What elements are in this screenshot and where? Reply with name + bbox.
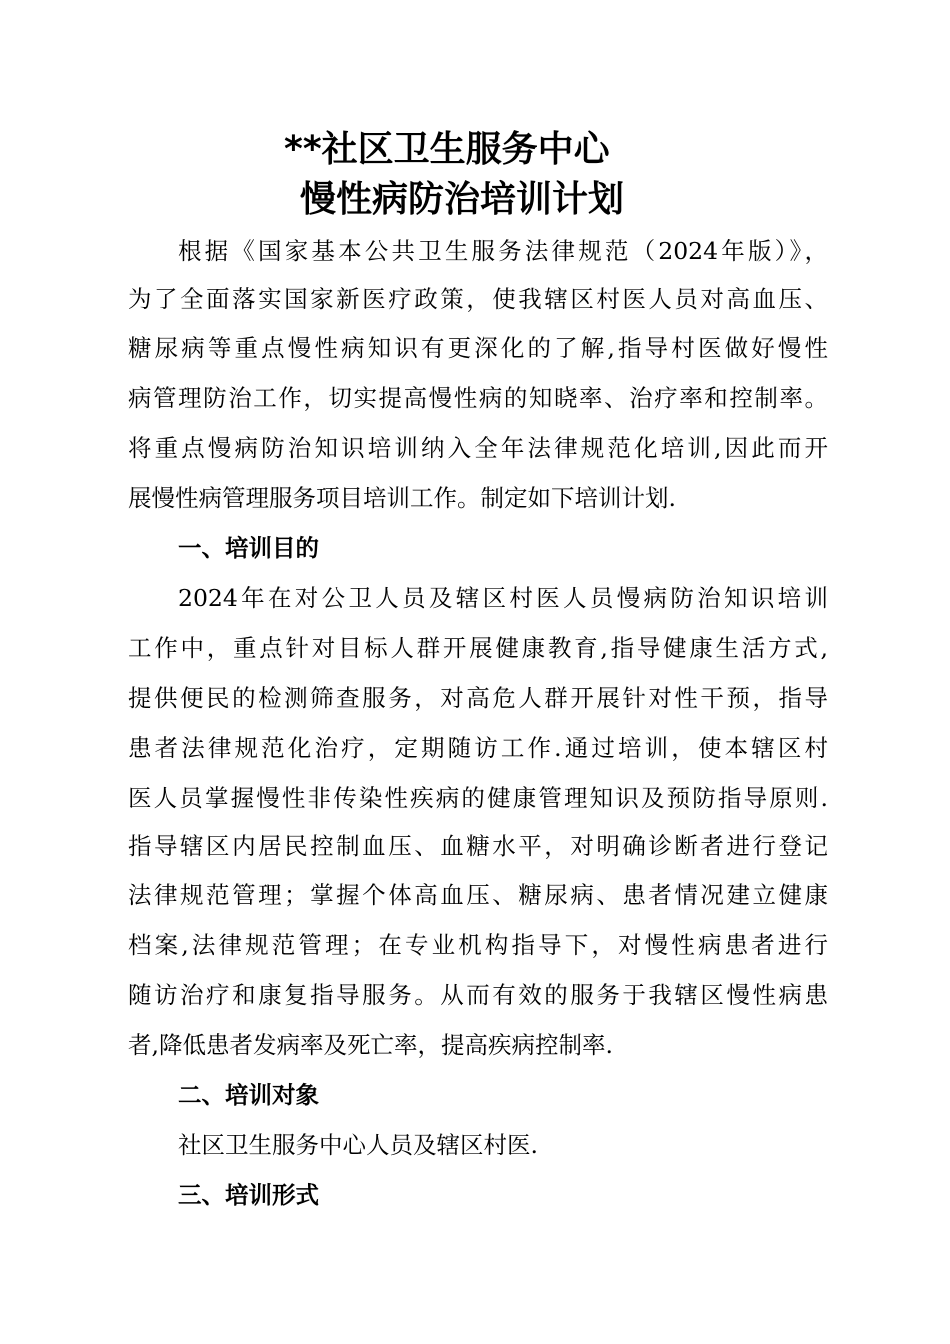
section1-line: 档案,法律规范管理；在专业机构指导下，对慢性病患者进行	[128, 931, 828, 959]
document-title-line1: **社区卫生服务中心	[284, 129, 610, 170]
section1-line: 工作中，重点针对目标人群开展健康教育,指导健康生活方式,	[128, 634, 828, 662]
intro-line: 将重点慢病防治知识培训纳入全年法律规范化培训,因此而开	[128, 434, 828, 462]
section2-heading: 二、培训对象	[178, 1081, 319, 1109]
section1-line: 随访治疗和康复指导服务。从而有效的服务于我辖区慢性病患	[128, 981, 828, 1009]
intro-line: 糖尿病等重点慢性病知识有更深化的了解,指导村医做好慢性	[128, 334, 828, 362]
section1-line: 患者法律规范化治疗，定期随访工作.通过培训，使本辖区村	[128, 734, 828, 762]
intro-line: 根据《国家基本公共卫生服务法律规范（2024年版）》，	[178, 237, 828, 265]
document-title-line2: 慢性病防治培训计划	[300, 179, 625, 220]
section1-heading: 一、培训目的	[178, 534, 319, 562]
section2-line: 社区卫生服务中心人员及辖区村医.	[178, 1131, 538, 1159]
intro-line: 展慢性病管理服务项目培训工作。制定如下培训计划.	[128, 484, 676, 512]
section1-line: 医人员掌握慢性非传染性疾病的健康管理知识及预防指导原则.	[128, 784, 828, 812]
section1-line: 提供便民的检测筛查服务，对高危人群开展针对性干预，指导	[128, 684, 828, 712]
section1-line: 者,降低患者发病率及死亡率，提高疾病控制率.	[128, 1031, 613, 1059]
section1-line: 2024年在对公卫人员及辖区村医人员慢病防治知识培训	[178, 584, 828, 612]
section1-line: 法律规范管理；掌握个体高血压、糖尿病、患者情况建立健康	[128, 881, 828, 909]
section3-heading: 三、培训形式	[178, 1181, 319, 1209]
intro-line: 为了全面落实国家新医疗政策，使我辖区村医人员对高血压、	[128, 285, 828, 313]
intro-line: 病管理防治工作，切实提高慢性病的知晓率、治疗率和控制率。	[128, 384, 828, 412]
section1-line: 指导辖区内居民控制血压、血糖水平，对明确诊断者进行登记	[128, 832, 828, 860]
